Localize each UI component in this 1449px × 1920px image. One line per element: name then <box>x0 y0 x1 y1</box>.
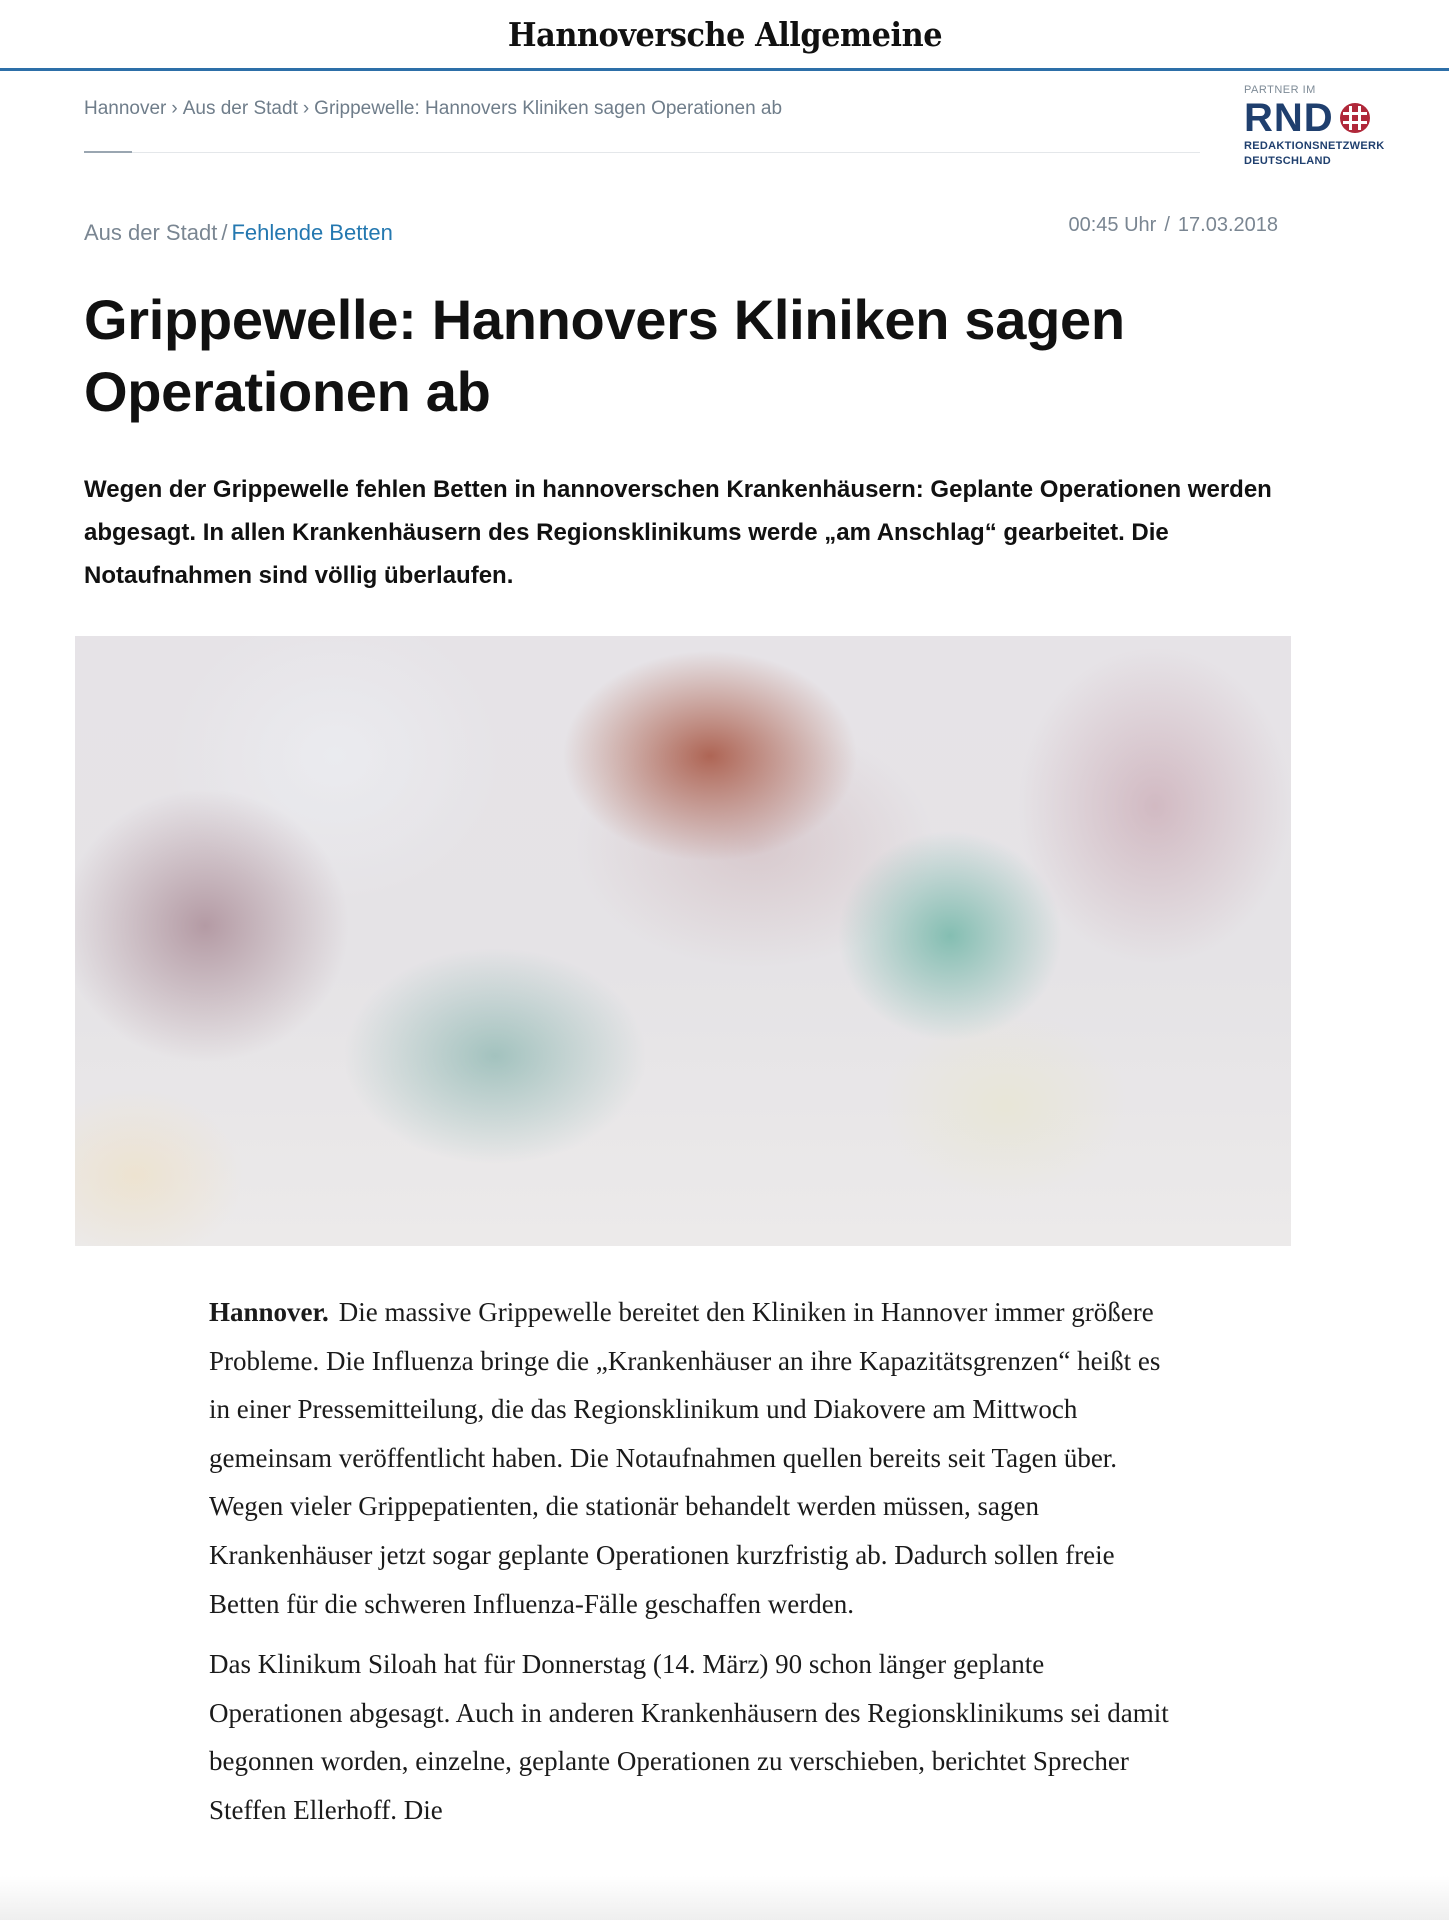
article-headline: Grippewelle: Hannovers Kliniken sagen Operationen ab <box>84 288 1125 423</box>
breadcrumb-item-hannover[interactable]: Hannover <box>84 98 167 119</box>
rnd-hash-icon <box>1338 101 1372 135</box>
dateline: Hannover. <box>209 1297 329 1327</box>
rnd-partner-logo[interactable] <box>1244 84 1414 174</box>
breadcrumb <box>84 98 782 120</box>
publish-date: 17.03.2018 <box>1177 214 1278 236</box>
kicker-section[interactable]: Aus der Stadt <box>84 220 218 245</box>
article-meta <box>1040 214 1278 237</box>
breadcrumb-accent-line <box>84 151 132 153</box>
partner-label: PARTNER IM <box>1244 84 1316 96</box>
hero-image <box>75 636 1291 1246</box>
rnd-line-1: REDAKTIONSNETZWERK <box>1244 140 1385 152</box>
rnd-wordmark <box>1244 98 1414 138</box>
breadcrumb-separator: › <box>171 98 178 119</box>
bottom-fade <box>0 1876 1449 1920</box>
body-paragraph: Das Klinikum Siloah hat für Donnerstag (14. März) 90 schon länger geplante Operationen abgesagt. Auch in anderen Krankenhäusern des Regionsklinikums sei damit begonnen worden, einzelne, geplante Operationen zu verschieben, berichtet Sprecher Steffen Ellerhoff. Die <box>209 1649 1169 1825</box>
article-body <box>209 1288 1169 1847</box>
breadcrumb-item-current[interactable]: Grippewelle: Hannovers Kliniken sagen Operationen ab <box>314 98 783 119</box>
rnd-line-2: DEUTSCHLAND <box>1244 155 1332 167</box>
publish-time: 00:45 Uhr <box>1068 214 1157 236</box>
site-header <box>0 0 1449 71</box>
rnd-letters: RND <box>1244 96 1334 140</box>
article-kicker <box>84 220 393 246</box>
breadcrumb-divider <box>84 152 1200 153</box>
body-paragraph <box>209 1288 1169 1628</box>
kicker-topic-link[interactable]: Fehlende Betten <box>231 220 393 245</box>
breadcrumb-separator: › <box>302 98 310 119</box>
article-lead: Wegen der Grippewelle fehlen Betten in hannoverschen Krankenhäusern: Geplante Operationen werden abgesagt. In allen Krankenhäusern des Regionsklinikums werde „am Anschlag“ gearbeitet. Die Notaufnahmen sind völlig überlaufen. <box>84 476 1272 589</box>
paragraph-text: Die massive Grippewelle bereitet den Kliniken in Hannover immer größere Probleme. Die Influenza bringe die „Krankenhäuser an ihre Kapazitätsgrenzen“ heißt es in einer Pressemitteilung, die das Regionsklinikum und Diakovere am Mittwoch gemeinsam veröffentlicht haben. Die Notaufnahmen quellen bereits seit Tagen über. Wegen vieler Grippepatienten, die stationär behandelt werden müssen, sagen Krankenhäuser jetzt sogar geplante Operationen kurzfristig ab. Dadurch sollen freie Betten für die schweren Influenza-Fälle geschaffen werden. <box>209 1297 1161 1619</box>
breadcrumb-item-aus-der-stadt[interactable]: Aus der Stadt <box>182 98 298 119</box>
masthead-logo[interactable]: Hannoversche Allgemeine <box>507 14 942 54</box>
kicker-separator: / <box>221 220 228 245</box>
meta-separator: / <box>1164 214 1170 236</box>
